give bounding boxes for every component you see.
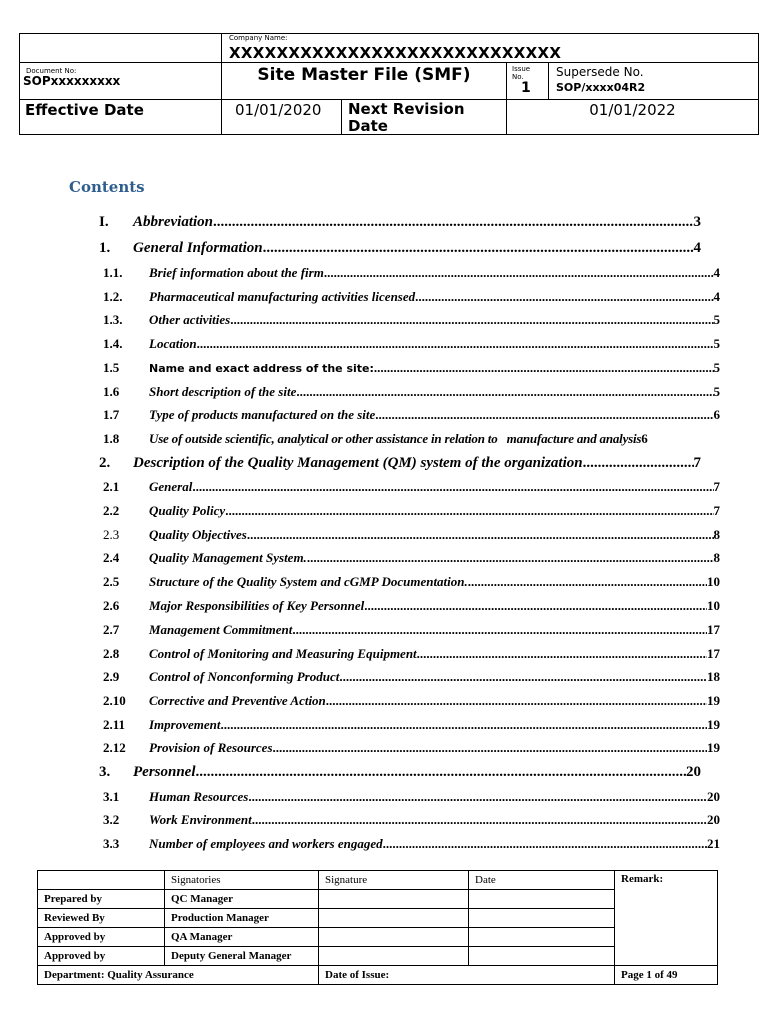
toc-number: 1.5 <box>103 360 120 375</box>
toc-entry[interactable] <box>103 312 720 328</box>
toc-page: 17 <box>707 646 720 661</box>
next-revision-cell <box>506 99 759 135</box>
toc-text: Quality Management System. <box>149 550 307 565</box>
toc-number: 2.4 <box>103 550 120 565</box>
toc-page: 4 <box>693 240 701 256</box>
document-title: Site Master File (SMF) <box>257 65 471 85</box>
toc-page: 19 <box>707 693 720 708</box>
toc-leader <box>196 764 686 781</box>
role-cell: Approved by <box>38 947 165 966</box>
role-cell: Approved by <box>38 928 165 947</box>
title-cell <box>221 62 507 100</box>
toc-page: 19 <box>707 740 720 755</box>
toc-number: 1.3. <box>103 312 123 327</box>
toc-number: 2.8 <box>103 646 120 661</box>
toc-text: Abbreviation <box>133 214 214 230</box>
signature-cell[interactable] <box>319 947 469 966</box>
toc-page: 20 <box>707 812 720 827</box>
effective-date-cell <box>221 99 342 135</box>
header-blank-cell <box>19 33 222 63</box>
toc-entry[interactable] <box>103 812 720 828</box>
issue-label-no: No. <box>512 73 524 81</box>
toc-number: 3.1 <box>103 789 120 804</box>
toc-number: 2.11 <box>103 717 126 732</box>
date-cell[interactable] <box>469 947 615 966</box>
toc-text: Control of Monitoring and Measuring Equipment <box>149 646 417 661</box>
company-cell <box>221 33 759 63</box>
toc-leader <box>383 836 707 852</box>
table-footer-row <box>38 966 718 985</box>
toc-entry[interactable] <box>103 646 720 662</box>
person-cell: Production Manager <box>165 909 319 928</box>
toc-number: 2.5 <box>103 574 120 589</box>
toc-leader <box>417 646 707 662</box>
company-label: Company Name: <box>229 34 288 42</box>
person-cell: Deputy General Manager <box>165 947 319 966</box>
toc-leader <box>252 812 707 828</box>
toc-text: Brief information about the firm <box>149 265 324 280</box>
toc-number: 1.2. <box>103 289 123 304</box>
toc-leader <box>326 693 707 709</box>
toc-text: Name and exact address of the site: <box>149 362 374 375</box>
issue-cell <box>506 62 549 100</box>
toc-entry[interactable] <box>103 360 720 376</box>
toc-entry[interactable] <box>103 550 720 566</box>
toc-text: General <box>149 479 193 494</box>
toc-number: I. <box>99 214 109 230</box>
toc-entry[interactable] <box>103 598 720 614</box>
toc-text: Corrective and Preventive Action <box>149 693 326 708</box>
issue-label: Issue <box>512 65 531 73</box>
signature-cell[interactable] <box>319 890 469 909</box>
toc-page: 10 <box>707 574 720 589</box>
document-no-cell <box>19 62 222 100</box>
toc-text: Short description of the site <box>149 384 297 399</box>
toc-page: 5 <box>713 336 720 351</box>
next-revision-label: Next Revision Date <box>348 100 465 135</box>
date-cell[interactable] <box>469 928 615 947</box>
toc-number: 3.3 <box>103 836 120 851</box>
col-signatories: Signatories <box>165 871 319 890</box>
toc-page: 20 <box>707 789 720 804</box>
toc-leader <box>583 455 694 472</box>
toc-entry[interactable] <box>103 289 720 305</box>
toc-leader <box>247 527 714 543</box>
signature-cell[interactable] <box>319 928 469 947</box>
toc-leader <box>468 574 707 590</box>
col-date: Date <box>469 871 615 890</box>
toc-text: Improvement <box>149 717 221 732</box>
toc-entry[interactable] <box>103 669 720 685</box>
document-no-label: Document No: <box>26 67 77 75</box>
toc-entry[interactable] <box>103 503 720 519</box>
toc-text: Pharmaceutical manufacturing activities licensed <box>149 289 416 304</box>
toc-page: 5 <box>713 312 720 327</box>
toc-text: Structure of the Quality System and cGMP Documentation. <box>149 574 468 589</box>
effective-date-value: 01/01/2020 <box>235 101 322 119</box>
toc-entry[interactable] <box>103 527 720 543</box>
department-cell: Department: Quality Assurance <box>38 966 319 985</box>
toc-entry[interactable] <box>103 574 720 590</box>
supersede-label: Supersede No. <box>556 65 644 79</box>
toc-text: Provision of Resources <box>149 740 273 755</box>
toc-page: 8 <box>713 550 720 565</box>
toc-leader <box>296 384 713 400</box>
toc-text: Quality Objectives <box>149 527 247 542</box>
contents-heading: Contents <box>69 178 145 196</box>
toc-page: 17 <box>707 622 720 637</box>
toc-entry[interactable] <box>103 836 720 852</box>
toc-page: 7 <box>693 455 701 471</box>
toc-page: 5 <box>713 360 720 375</box>
toc-leader <box>248 789 707 805</box>
toc-number: 2. <box>99 455 111 471</box>
toc-page: 8 <box>713 527 720 542</box>
toc-number: 2.9 <box>103 669 120 684</box>
toc-leader <box>375 407 713 423</box>
issue-number: 1 <box>521 80 531 96</box>
toc-text: Other activities <box>149 312 231 327</box>
next-revision-label-cell <box>341 99 507 135</box>
toc-text: Major Responsibilities of Key Personnel <box>149 598 365 613</box>
toc-text: General Information <box>133 240 263 256</box>
toc-page: 10 <box>707 598 720 613</box>
col-remark: Remark: <box>615 871 718 966</box>
toc-leader <box>374 360 714 376</box>
toc-text: Management Commitment <box>149 622 293 637</box>
toc-page: 19 <box>707 717 720 732</box>
toc-leader <box>273 740 708 756</box>
toc-text: Number of employees and workers engaged <box>149 836 383 851</box>
toc-text: Location <box>149 336 197 351</box>
toc-leader <box>364 598 707 614</box>
toc-number: 3.2 <box>103 812 120 827</box>
toc-entry[interactable] <box>103 265 720 281</box>
next-revision-value: 01/01/2022 <box>589 101 676 119</box>
page-number: Page 1 of 49 <box>615 966 718 985</box>
toc-leader <box>225 503 713 519</box>
toc-text: Quality Policy <box>149 503 226 518</box>
toc-entry[interactable] <box>99 455 701 472</box>
toc-text: Type of products manufactured on the site <box>149 407 376 422</box>
toc-number: 1.7 <box>103 407 120 422</box>
toc-entry[interactable] <box>103 717 720 733</box>
toc-entry[interactable] <box>103 622 720 638</box>
toc-number: 1. <box>99 240 111 256</box>
table-header-row <box>38 871 718 890</box>
person-cell: QA Manager <box>165 928 319 947</box>
toc-number: 3. <box>99 764 111 780</box>
toc-number: 2.10 <box>103 693 126 708</box>
toc-page: 7 <box>713 479 720 494</box>
toc-page: 6 <box>713 407 720 422</box>
toc-entry[interactable] <box>99 764 701 781</box>
toc-entry[interactable] <box>103 789 720 805</box>
toc-number: 2.12 <box>103 740 126 755</box>
toc-leader <box>324 265 714 281</box>
toc-number: 2.3 <box>103 527 120 542</box>
col-signature: Signature <box>319 871 469 890</box>
toc-page: 18 <box>707 669 720 684</box>
toc-text: Use of outside scientific, analytical or other assistance in relation to manufacture and analysis <box>149 431 642 446</box>
document-no-value: SOPxxxxxxxxx <box>23 74 121 88</box>
date-cell[interactable] <box>469 890 615 909</box>
supersede-value: SOP/xxxx04R2 <box>556 81 646 94</box>
toc-number: 1.8 <box>103 431 120 446</box>
toc-leader <box>415 289 713 305</box>
toc-entry[interactable] <box>103 336 720 352</box>
toc-text: Work Environment <box>149 812 252 827</box>
toc-text: Control of Nonconforming Product <box>149 669 340 684</box>
toc-entry[interactable] <box>99 240 701 257</box>
person-cell: QC Manager <box>165 890 319 909</box>
supersede-cell <box>548 62 759 100</box>
toc-page: 7 <box>713 503 720 518</box>
toc-number: 2.7 <box>103 622 120 637</box>
company-name: XXXXXXXXXXXXXXXXXXXXXXXXXXXX <box>229 44 562 62</box>
toc-entry[interactable] <box>103 479 720 495</box>
toc-entry[interactable] <box>103 431 720 447</box>
toc-leader <box>197 336 714 352</box>
toc-entry[interactable] <box>103 407 720 423</box>
role-cell: Prepared by <box>38 890 165 909</box>
toc-page: 3 <box>693 214 701 230</box>
date-cell[interactable] <box>469 909 615 928</box>
toc-page: 5 <box>713 384 720 399</box>
toc-leader <box>263 240 694 257</box>
toc-text: Personnel <box>133 764 196 780</box>
toc-entry[interactable] <box>103 384 720 400</box>
toc-leader <box>339 669 707 685</box>
toc-page: 20 <box>686 764 701 780</box>
toc-leader <box>213 214 693 231</box>
toc-number: 2.1 <box>103 479 120 494</box>
toc-text: Description of the Quality Management (QM) system of the organization <box>133 455 583 471</box>
blank-header-cell <box>38 871 165 890</box>
effective-date-label-cell <box>19 99 222 135</box>
toc-number: 1.4. <box>103 336 123 351</box>
signature-cell[interactable] <box>319 909 469 928</box>
toc-page: 4 <box>713 265 720 280</box>
role-cell: Reviewed By <box>38 909 165 928</box>
toc-number: 2.6 <box>103 598 120 613</box>
toc-number: 1.6 <box>103 384 120 399</box>
toc-leader <box>307 550 714 566</box>
toc-page: 4 <box>713 289 720 304</box>
toc-number: 1.1. <box>103 265 123 280</box>
toc-entry[interactable] <box>99 214 701 231</box>
toc-leader <box>192 479 713 495</box>
document-header <box>19 33 759 135</box>
toc-leader <box>230 312 713 328</box>
toc-leader <box>221 717 708 733</box>
approval-table <box>37 870 718 985</box>
toc-entry[interactable] <box>103 693 720 709</box>
toc-page: 6 <box>641 431 648 446</box>
toc-leader <box>292 622 707 638</box>
toc-page: 21 <box>707 836 720 851</box>
date-of-issue-cell: Date of Issue: <box>319 966 615 985</box>
toc-number: 2.2 <box>103 503 120 518</box>
effective-date-label: Effective Date <box>25 101 144 119</box>
toc-entry[interactable] <box>103 740 720 756</box>
toc-text: Human Resources <box>149 789 249 804</box>
